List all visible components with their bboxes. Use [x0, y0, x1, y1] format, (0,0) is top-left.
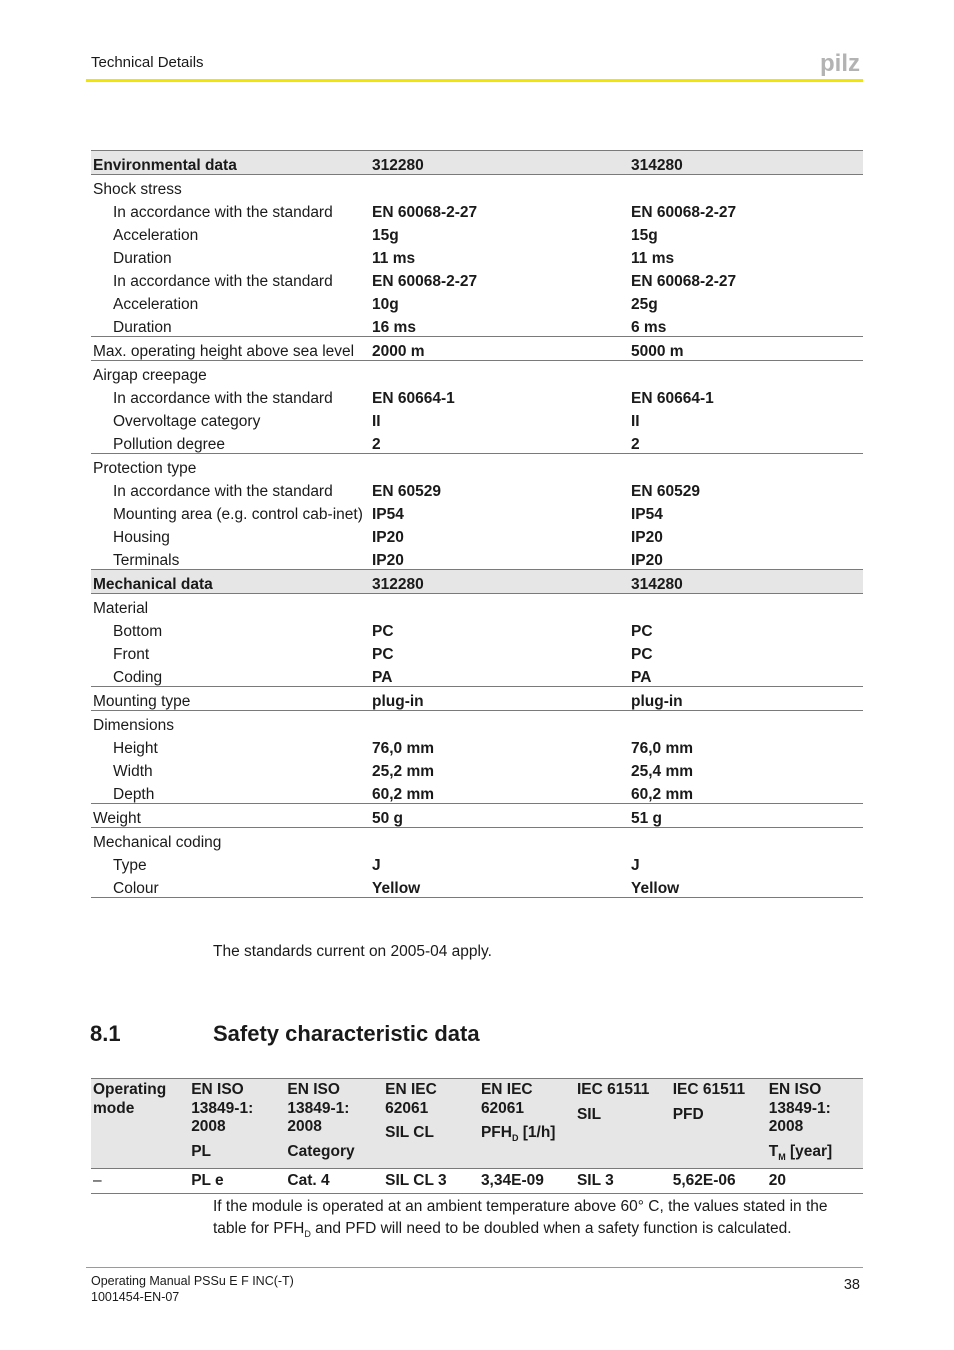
row-label: Weight: [91, 804, 370, 828]
row-label: In accordance with the standard: [113, 273, 333, 290]
safety-value-cell: 5,62E-06: [671, 1169, 767, 1194]
value-312280: 16 ms: [370, 313, 629, 337]
header-standard: EN ISO 13849-1: 2008: [768, 1081, 831, 1135]
table-header-row: [91, 570, 863, 594]
value-312280: plug-in: [370, 687, 629, 711]
row-label: Acceleration: [113, 227, 199, 244]
value-312280: [370, 175, 629, 199]
header-parameter-name: Category: [287, 1142, 355, 1160]
value-314280: 314280: [629, 151, 863, 175]
row-label: Environmental data: [91, 151, 370, 175]
value-312280: EN 60068-2-27: [372, 273, 478, 290]
value-314280: [629, 361, 863, 385]
safety-value-cell: –: [91, 1169, 189, 1194]
table-row: [91, 430, 863, 454]
value-314280: Yellow: [629, 874, 863, 898]
environmental-mechanical-table: [91, 150, 863, 898]
table-row: [91, 546, 863, 570]
row-label: Front: [113, 646, 150, 663]
value-312280: EN 60068-2-27: [372, 204, 478, 221]
value-314280: 314280: [629, 570, 863, 594]
value-312280: EN 60664-1: [372, 390, 455, 407]
row-label: In accordance with the standard: [113, 390, 333, 407]
row-label: Max. operating height above sea level: [91, 337, 370, 361]
table-row: [91, 175, 863, 199]
safety-table-header-row: [91, 1079, 863, 1169]
header-parameter: [191, 1143, 283, 1162]
value-314280: [629, 711, 863, 735]
row-label: Height: [113, 740, 158, 757]
header-parameter: [673, 1106, 765, 1125]
value-314280: [629, 175, 863, 199]
value-312280: 50 g: [370, 804, 629, 828]
value-312280: 2000 m: [370, 337, 629, 361]
value-314280: II: [631, 413, 640, 430]
row-label: Protection type: [93, 460, 197, 477]
header-standard: IEC 61511: [576, 1081, 650, 1098]
header-standard: EN IEC 62061: [385, 1081, 437, 1117]
logo-text: pilz: [820, 50, 860, 76]
value-312280: 312280: [370, 570, 629, 594]
value-312280: Yellow: [370, 874, 629, 898]
value-314280: IP54: [631, 506, 663, 523]
header-standard: EN IEC 62061: [480, 1081, 533, 1117]
value-314280: [629, 454, 863, 478]
table-header-row: [91, 151, 863, 175]
value-312280: PC: [372, 646, 394, 663]
page-number: 38: [843, 1277, 860, 1293]
value-312280: 2: [370, 430, 629, 454]
value-312280: [370, 454, 629, 478]
row-label: Mounting type: [91, 687, 370, 711]
table-row: [91, 711, 863, 735]
table-row: [91, 687, 863, 711]
value-312280: [370, 361, 629, 385]
safety-value-cell: 20: [767, 1169, 863, 1194]
safety-column-header: [91, 1079, 189, 1169]
footnote-text-1: If the module is operated at an ambient temperature above 60° C, the values stated in the table for PFH: [213, 1198, 828, 1237]
value-314280: 76,0 mm: [631, 740, 694, 757]
table-row: [91, 617, 863, 640]
header-parameter-name: PFH: [480, 1124, 512, 1141]
row-label: Housing: [113, 529, 170, 546]
header-parameter-unit: [1/h]: [518, 1124, 556, 1141]
header-standard: Operating mode: [93, 1081, 167, 1117]
value-312280: [370, 828, 629, 852]
value-314280: 6 ms: [629, 313, 863, 337]
value-314280: EN 60664-1: [631, 390, 714, 407]
row-label: Type: [113, 857, 147, 874]
value-314280: 11 ms: [631, 250, 675, 267]
table-row: [91, 337, 863, 361]
table-row: [91, 851, 863, 874]
table-row: [91, 407, 863, 430]
table-row: [91, 804, 863, 828]
safety-column-header: [575, 1079, 671, 1169]
value-314280: 25g: [631, 296, 658, 313]
safety-value-cell: SIL 3: [575, 1169, 671, 1194]
row-label: Mounting area (e.g. control cab-inet): [113, 506, 363, 523]
value-312280: 10g: [372, 296, 399, 313]
row-label: In accordance with the standard: [113, 483, 333, 500]
row-label: Mechanical data: [91, 570, 370, 594]
row-label: Terminals: [113, 552, 180, 569]
table-row: [91, 500, 863, 523]
value-312280: 312280: [370, 151, 629, 175]
footer-rule: [86, 1267, 863, 1268]
footer-doc-info: [91, 1273, 294, 1305]
header-parameter: [287, 1143, 381, 1162]
safety-value-cell: SIL CL 3: [383, 1169, 479, 1194]
header-standard: EN ISO 13849-1: 2008: [287, 1081, 350, 1135]
table-row: [91, 828, 863, 852]
header-standard: IEC 61511: [672, 1081, 746, 1098]
header-parameter-name: T: [768, 1142, 779, 1160]
table-row: [91, 384, 863, 407]
table-row: [91, 267, 863, 290]
footnote-text-2: and PFD will need to be doubled when a safety function is calculated.: [310, 1220, 792, 1237]
row-label: Overvoltage category: [113, 413, 261, 430]
table-row: [91, 734, 863, 757]
value-314280: PA: [629, 663, 863, 687]
table-row: [91, 198, 863, 221]
value-312280: EN 60529: [372, 483, 441, 500]
value-314280: [629, 828, 863, 852]
value-312280: [370, 594, 629, 618]
page-header-title: Technical Details: [91, 54, 204, 71]
value-312280: IP20: [372, 552, 404, 569]
header-rule: [86, 79, 863, 82]
value-314280: EN 60068-2-27: [631, 204, 737, 221]
value-314280: IP20: [631, 529, 663, 546]
header-parameter: [577, 1106, 669, 1125]
row-label: Material: [93, 600, 149, 617]
row-label: Coding: [91, 663, 370, 687]
header-parameter-name: SIL: [576, 1105, 602, 1123]
value-314280: 2: [629, 430, 863, 454]
header-parameter-name: PL: [191, 1142, 211, 1160]
row-label: Duration: [113, 250, 172, 267]
safety-column-header: [383, 1079, 479, 1169]
header-parameter-index: M: [778, 1151, 786, 1162]
section-title: Safety characteristic data: [213, 1021, 480, 1046]
value-314280: 60,2 mm: [629, 780, 863, 804]
pilz-logo: [820, 50, 864, 76]
value-312280: IP54: [372, 506, 404, 523]
section-number: 8.1: [90, 1021, 121, 1046]
value-314280: J: [631, 857, 640, 874]
table-row: [91, 594, 863, 618]
footer-doc-number: 1001454-EN-07: [91, 1290, 180, 1304]
header-parameter-name: PFD: [672, 1105, 704, 1123]
row-label: Depth: [91, 780, 370, 804]
table-row: [91, 780, 863, 804]
table-row: [91, 290, 863, 313]
value-312280: 15g: [372, 227, 399, 244]
table-row: [91, 221, 863, 244]
safety-value-cell: PL e: [189, 1169, 285, 1194]
table-row: [91, 313, 863, 337]
safety-column-header: [671, 1079, 767, 1169]
table-row: [91, 757, 863, 780]
row-label: Colour: [91, 874, 370, 898]
safety-column-header: [479, 1079, 575, 1169]
value-314280: 25,4 mm: [631, 763, 694, 780]
header-parameter-name: SIL CL: [385, 1124, 434, 1141]
value-312280: IP20: [372, 529, 404, 546]
table-row: [91, 874, 863, 898]
safety-table-row: [91, 1169, 863, 1194]
row-label: Airgap creepage: [93, 367, 207, 384]
row-label: Width: [113, 763, 153, 780]
value-314280: PC: [631, 623, 653, 640]
header-parameter: [481, 1124, 573, 1148]
row-label: Duration: [91, 313, 370, 337]
table-row: [91, 454, 863, 478]
value-312280: II: [372, 413, 381, 430]
header-parameter: [385, 1124, 477, 1143]
value-312280: 11 ms: [372, 250, 416, 267]
safety-column-header: [767, 1079, 863, 1169]
safety-value-cell: 3,34E-09: [479, 1169, 575, 1194]
value-314280: [629, 594, 863, 618]
safety-column-header: [189, 1079, 285, 1169]
value-312280: PC: [372, 623, 394, 640]
row-label: Mechanical coding: [93, 834, 222, 851]
safety-value-cell: Cat. 4: [285, 1169, 383, 1194]
header-parameter-index: D: [511, 1133, 519, 1144]
row-label: Acceleration: [113, 296, 199, 313]
value-314280: 51 g: [629, 804, 863, 828]
row-label: In accordance with the standard: [113, 204, 333, 221]
safety-column-header: [285, 1079, 383, 1169]
row-label: Dimensions: [93, 717, 174, 734]
value-314280: 5000 m: [629, 337, 863, 361]
value-312280: J: [372, 857, 381, 874]
value-312280: 25,2 mm: [372, 763, 435, 780]
safety-characteristic-table: [91, 1078, 863, 1194]
row-label: Pollution degree: [91, 430, 370, 454]
footnote-subscript: D: [304, 1229, 311, 1240]
row-label: Bottom: [113, 623, 163, 640]
standards-note: The standards current on 2005-04 apply.: [213, 943, 492, 960]
header-parameter: [769, 1143, 861, 1167]
header-parameter-unit: [year]: [785, 1142, 833, 1160]
value-314280: EN 60529: [631, 483, 700, 500]
table-row: [91, 244, 863, 267]
table-row: [91, 663, 863, 687]
table-row: [91, 523, 863, 546]
temperature-footnote: [213, 1196, 863, 1245]
value-312280: PA: [370, 663, 629, 687]
header-standard: EN ISO 13849-1: 2008: [191, 1081, 254, 1135]
footer-manual-title: Operating Manual PSSu E F INC(-T): [91, 1274, 294, 1288]
value-312280: 60,2 mm: [370, 780, 629, 804]
value-312280: [370, 711, 629, 735]
value-314280: 15g: [631, 227, 658, 244]
table-row: [91, 361, 863, 385]
row-label: Shock stress: [93, 181, 182, 198]
value-314280: EN 60068-2-27: [631, 273, 737, 290]
value-312280: 76,0 mm: [372, 740, 435, 757]
table-row: [91, 477, 863, 500]
value-314280: plug-in: [629, 687, 863, 711]
value-314280: IP20: [631, 552, 663, 569]
value-314280: PC: [631, 646, 653, 663]
table-row: [91, 640, 863, 663]
